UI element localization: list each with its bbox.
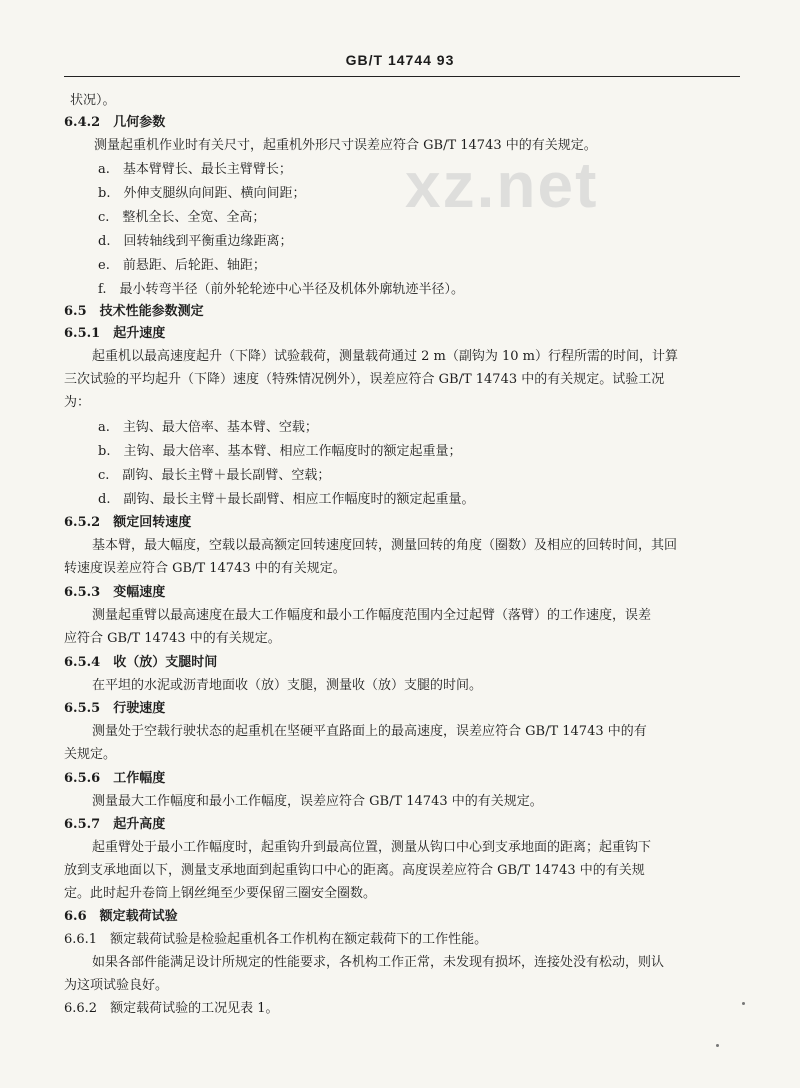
section-heading: 6.4.2 几何参数 [64, 115, 166, 130]
section-heading: 6.5.1 起升速度 [64, 326, 166, 341]
paragraph-line: 三次试验的平均起升（下降）速度（特殊情况例外），误差应符合 GB/T 14743 中的有关规定。试验工况 [64, 372, 665, 387]
watermark: xz.net [405, 149, 599, 221]
paragraph-line: 起重臂处于最小工作幅度时，起重钩升到最高位置，测量从钩口中心到支承地面的距离；起重钩下 [92, 840, 652, 855]
paragraph-line: 测量起重臂以最高速度在最大工作幅度和最小工作幅度范围内全过起臂（落臂）的工作速度，误差 [92, 608, 652, 623]
section-heading: 6.6 额定载荷试验 [64, 909, 178, 924]
scan-speck [742, 1002, 745, 1005]
paragraph-line: 测量最大工作幅度和最小工作幅度，误差应符合 GB/T 14743 中的有关规定。 [92, 794, 543, 809]
section-heading: 6.5.7 起升高度 [64, 817, 166, 832]
list-item: c. 整机全长、全宽、全高； [98, 210, 266, 225]
section-heading: 6.5.5 行驶速度 [64, 701, 166, 716]
text-line: 状况）。 [70, 93, 116, 108]
paragraph-line: 为这项试验良好。 [64, 978, 169, 993]
section-heading: 6.5.6 工作幅度 [64, 771, 166, 786]
paragraph-line: 转速度误差应符合 GB/T 14743 中的有关规定。 [64, 561, 346, 576]
list-item: d. 副钩、最长主臂＋最长副臂、相应工作幅度时的额定起重量。 [98, 492, 475, 507]
paragraph-line: 测量起重机作业时有关尺寸，起重机外形尺寸误差应符合 GB/T 14743 中的有关规定。 [94, 138, 597, 153]
paragraph-line: 6.6.2 额定载荷试验的工况见表 1。 [64, 1001, 279, 1016]
paragraph-line: 应符合 GB/T 14743 中的有关规定。 [64, 631, 281, 646]
list-item: d. 回转轴线到平衡重边缘距离； [98, 234, 293, 249]
paragraph-line: 起重机以最高速度起升（下降）试验载荷，测量载荷通过 2 m（副钩为 10 m）行程所需的时间，计算 [92, 349, 678, 364]
section-heading: 6.5 技术性能参数测定 [64, 304, 204, 319]
paragraph-line: 如果各部件能满足设计所规定的性能要求，各机构工作正常，未发现有损坏，连接处没有松动，则认 [92, 955, 665, 970]
list-item: b. 外伸支腿纵向间距、横向间距； [98, 186, 306, 201]
list-item: a. 主钩、最大倍率、基本臂、空载； [98, 420, 318, 435]
paragraph-line: 基本臂，最大幅度，空载以最高额定回转速度回转，测量回转的角度（圈数）及相应的回转时间，其回 [92, 538, 678, 553]
scan-speck [716, 1044, 719, 1047]
paragraph-line: 在平坦的水泥或沥青地面收（放）支腿，测量收（放）支腿的时间。 [92, 678, 483, 693]
section-heading: 6.5.3 变幅速度 [64, 585, 166, 600]
list-item: c. 副钩、最长主臂＋最长副臂、空载； [98, 468, 331, 483]
section-heading: 6.5.2 额定回转速度 [64, 515, 192, 530]
paragraph-line: 测量处于空载行驶状态的起重机在坚硬平直路面上的最高速度，误差应符合 GB/T 14743 中的有 [92, 724, 647, 739]
section-heading: 6.5.4 收（放）支腿时间 [64, 655, 218, 670]
page-header: GB/T 14744 93 [345, 52, 455, 68]
paragraph-line: 6.6.1 额定载荷试验是检验起重机各工作机构在额定载荷下的工作性能。 [64, 932, 488, 947]
paragraph-line: 定。此时起升卷筒上钢丝绳至少要保留三圈安全圈数。 [64, 886, 377, 901]
paragraph-line: 为： [64, 395, 91, 410]
list-item: a. 基本臂臂长、最长主臂臂长； [98, 162, 292, 177]
paragraph-line: 放到支承地面以下，测量支承地面到起重钩口中心的距离。高度误差应符合 GB/T 14743 中的有关规 [64, 863, 645, 878]
list-item: f. 最小转弯半径（前外轮轮迹中心半径及机体外廓轨迹半径）。 [98, 282, 464, 297]
list-item: e. 前悬距、后轮距、轴距； [98, 258, 266, 273]
paragraph-line: 关规定。 [64, 747, 117, 762]
list-item: b. 主钩、最大倍率、基本臂、相应工作幅度时的额定起重量； [98, 444, 462, 459]
